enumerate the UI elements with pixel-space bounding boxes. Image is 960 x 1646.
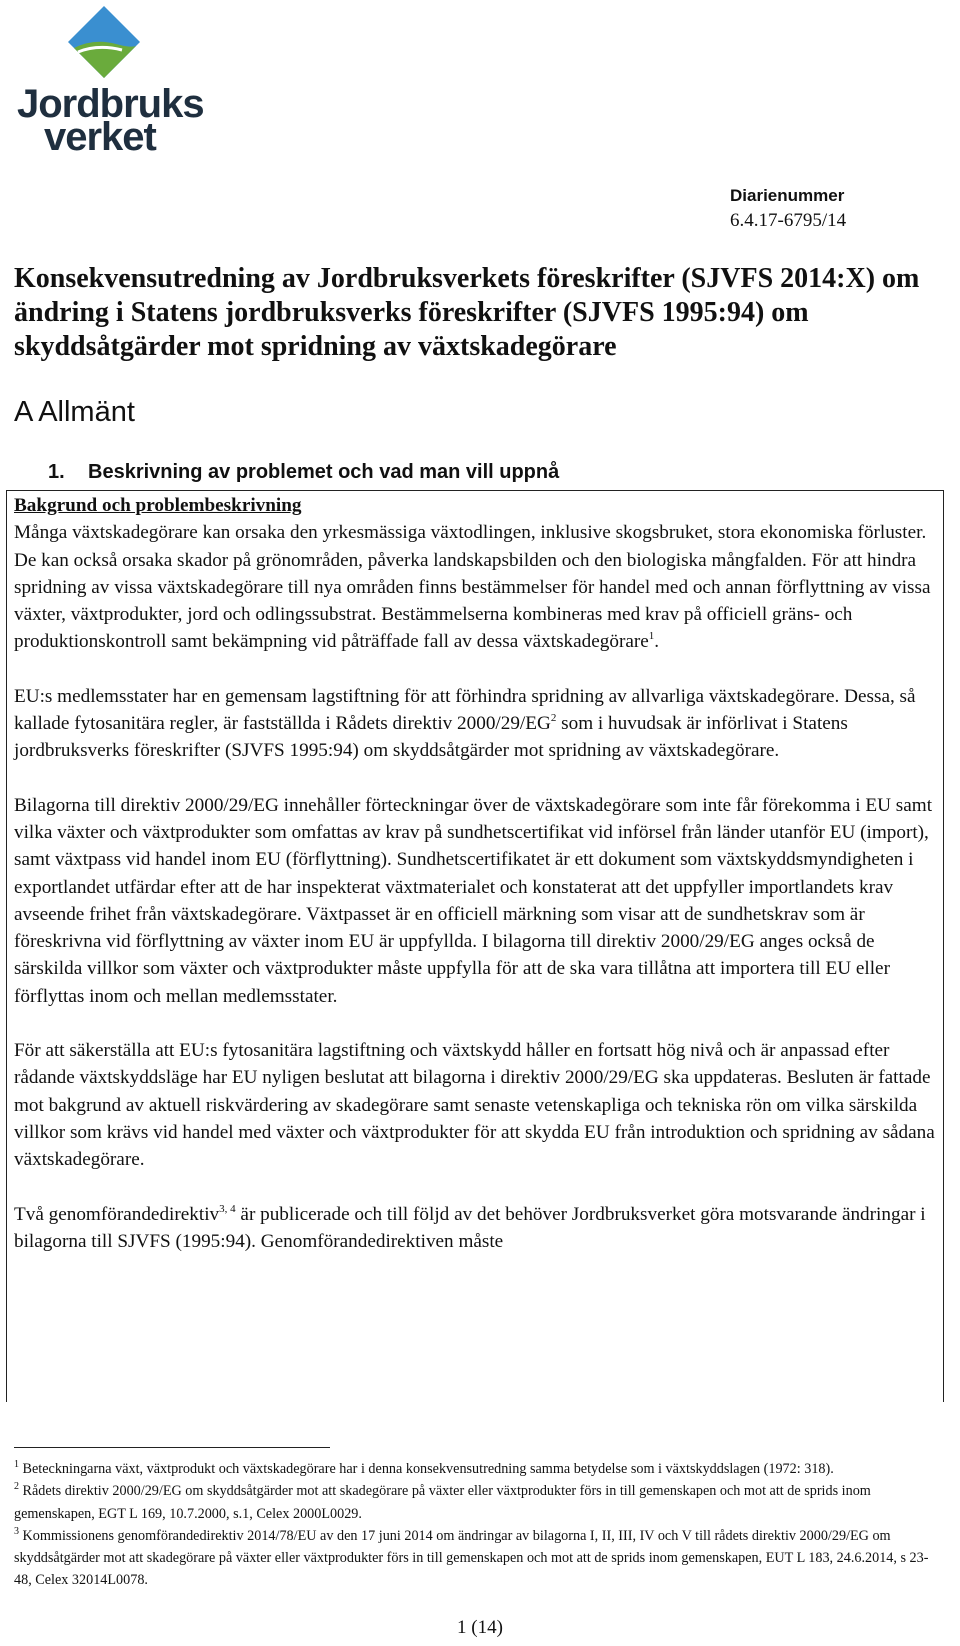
logo-diamond-icon <box>64 4 144 84</box>
paragraph-5 <box>14 1201 944 1256</box>
footnotes <box>14 1458 944 1592</box>
footnote-2 <box>14 1480 944 1525</box>
footnote-ref-2: 2 <box>550 712 557 725</box>
paragraph-3: Bilagorna till direktiv 2000/29/EG innehåller förteckningar över de växtskadegörare som inte får förekomma i EU samt vilka växter och växtprodukter som omfattas av krav på sundhetscertifikat vid införsel från länder utanför EU (import), samt växtpass vid handel inom EU (förflyttning). Sundhetscertifikatet är ett dokument som växtskyddsmyndigheten i exportlandet utfärdar efter att de har inspekterat växtmaterialet och konstaterat att det uppfyller importlandets krav avseende frihet från växtskadegörare. Växtpasset är en officiell märkning som visar att de sundhetskrav som är föreskrivna vid förflyttning av växter inom EU är uppfyllda. I bilagorna till direktiv 2000/29/EG anges också de särskilda villkor som växter och växtprodukter måste uppfylla för att de ska vara tillåtna att importera till EU eller förflyttas inom och mellan medlemsstater. <box>14 794 933 1007</box>
subsection-title: Beskrivning av problemet och vad man vill uppnå <box>88 461 560 483</box>
diarienummer-block <box>730 186 846 232</box>
paragraph-5-text-b: är publicerade och till följd av det behöver Jordbruksverket göra motsvarande ändringar i bilagorna till SJVFS (1995:94). Genomförandedirektiven måste <box>14 1203 926 1252</box>
footnote-2-text: Rådets direktiv 2000/29/EG om skyddsåtgärder mot att skadegörare på växter eller växtprodukter förs in till gemenskapen och mot att de sprids inom gemenskapen, EGT L 169, 10.7.2000, s.1, Celex 2000L0029. <box>14 1483 871 1522</box>
footnote-3-number: 3 <box>14 1525 19 1537</box>
paragraph-1-text: Många växtskadegörare kan orsaka den yrkesmässiga växtodlingen, inklusive skogsbruket, stora ekonomiska förluster. De kan också orsaka skador på grönområden, påverka landskapsbilden och den biologiska mångfalden. För att hindra spridning av vissa växtskadegörare till nya områden finns bestämmelser för handel med och annan förflyttning av vissa växter, växtprodukter, jord och odlingssubstrat. Bestämmelserna kombineras med krav på officiell gräns- och produktionskontroll samt bekämpning vid påträffade fall av dessa växtskadegörare <box>14 522 931 653</box>
footnote-ref-1: 1 <box>648 630 655 643</box>
paragraph-2 <box>14 683 944 765</box>
page-number: 1 (14) <box>457 1617 503 1638</box>
paragraph-4: För att säkerställa att EU:s fytosanitära lagstiftning och växtskydd håller en fortsatt hög nivå och är anpassad efter rådande växtskyddsläge har EU nyligen beslutat att bilagorna i direktiv 2000/29/EG ska uppdateras. Besluten är fattade mot bakgrund av aktuell riskvärdering av skadegörare samt senaste vetenskapliga och tekniska rön om vilka särskilda villkor som krävs vid handel med växter och växtprodukter för att skydda EU från introduktion och spridning av sådana växtskadegörare. <box>14 1040 935 1171</box>
footnote-1-number: 1 <box>14 1459 19 1470</box>
paragraph-5-text-a: Två genomförandedirektiv <box>14 1203 220 1225</box>
paragraph-1 <box>14 519 944 655</box>
footnote-2-number: 2 <box>14 1481 19 1493</box>
footnote-3 <box>14 1525 944 1592</box>
footnote-1-text: Beteckningarna växt, växtprodukt och växtskadegörare har i denna konsekvensutredning samma betydelse som i växtskyddslagen (1972: 318). <box>19 1461 834 1477</box>
document-title: Konsekvensutredning av Jordbruksverkets föreskrifter (SJVFS 2014:X) om ändring i Statens jordbruksverks föreskrifter (SJVFS 1995:94) om skyddsåtgärder mot spridning av växtskadegörare <box>14 263 920 362</box>
paragraph-2-text-a: EU:s medlemsstater har en gemensam lagstiftning för att förhindra spridning av allvarliga växtskadegörare. Dessa, så kallade fytosanitära regler, är fastställda i Rådets direktiv 2000/29/EG <box>14 685 916 735</box>
background-heading: Bakgrund och problembeskrivning <box>14 495 302 516</box>
jordbruksverket-logo <box>14 4 204 159</box>
subsection-number: 1. <box>48 461 65 483</box>
logo-text-line2: verket <box>44 115 156 159</box>
paragraph-2-text-b: som i huvudsak är införlivat i Statens jordbruksverks föreskrifter (SJVFS 1995:94) om skyddsåtgärder mot spridning av växtskadegörare. <box>14 713 848 762</box>
footnote-separator <box>14 1447 330 1448</box>
paragraph-1-end: . <box>654 631 660 653</box>
diarienummer-value: 6.4.17-6795/14 <box>730 210 847 231</box>
document-body <box>14 492 944 1282</box>
footnote-ref-3-4: 3, 4 <box>219 1202 236 1215</box>
section-heading: A Allmänt <box>14 396 135 428</box>
diarienummer-label: Diarienummer <box>730 186 845 205</box>
footnote-3-text: Kommissionens genomförandedirektiv 2014/78/EU av den 17 juni 2014 om ändringar av bilagorna I, II, III, IV och V till rådets direktiv 2000/29/EG om skyddsåtgärder mot att skadegörare på växter eller växtprodukter förs in till gemenskapen och mot att de sprids inom gemenskapen, EUT L 183, 24.6.2014, s 23-48, Celex 32014L0078. <box>14 1527 929 1589</box>
subsection-heading <box>48 461 559 484</box>
logo-text-line1: Jordbruks <box>17 82 204 126</box>
footnote-1 <box>14 1458 944 1480</box>
